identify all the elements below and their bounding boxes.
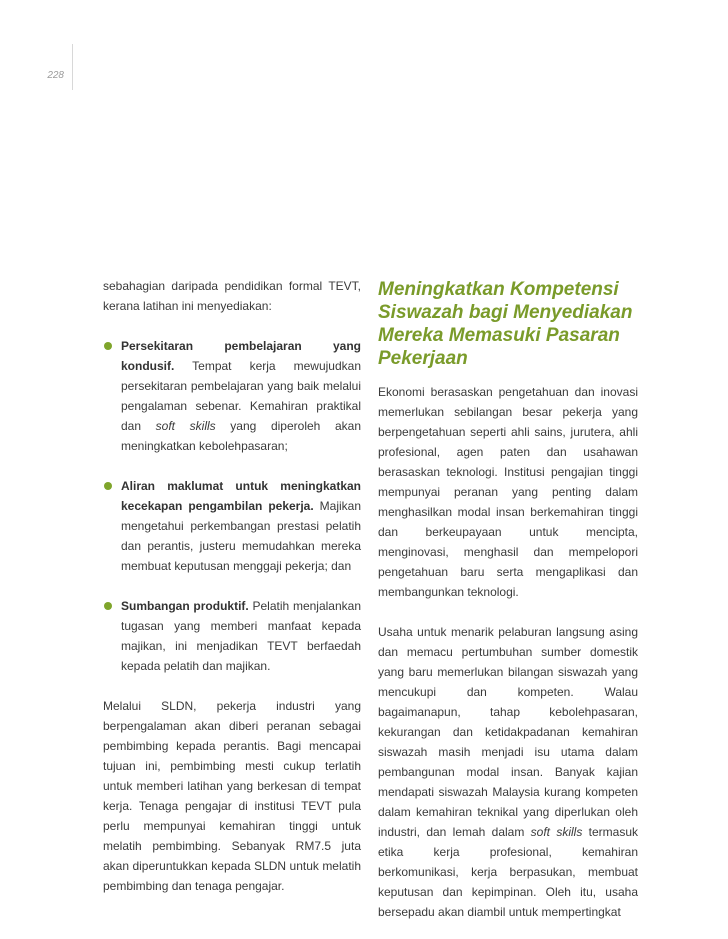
bullet-item-2 <box>103 476 361 576</box>
body-paragraph-2 <box>378 622 638 922</box>
bullet-emphasis: soft skills <box>155 419 216 433</box>
bullet-text: Pelatih menjalankan tugasan yang memberi manfaat kepada majikan, ini menjadikan TEVT berfaedah kepada pelatih dan majikan. <box>121 599 361 673</box>
bullet-text: yang diperoleh akan meningkatkan kebolehpasaran; <box>121 419 361 453</box>
bullet-lead: Persekitaran pembelajaran yang kondusif. <box>121 339 361 373</box>
body-paragraph-1: Ekonomi berasaskan pengetahuan dan inovasi memerlukan sebilangan besar pekerja yang berpengetahuan seperti ahli sains, jurutera, ahli profesional, agen paten dan usahawan berasaskan teknologi. Institusi pengajian tinggi mempunyai peranan yang penting dalam menghasilkan modal insan berkemahiran tinggi dan berkeupayaan untuk mencipta, menginovasi, menghasil dan mempelopori pengetahuan baru serta mengaplikasi dan membangunkan teknologi. <box>378 385 638 599</box>
left-column <box>103 276 361 896</box>
section-heading: Meningkatkan Kompetensi Siswazah bagi Menyediakan Mereka Memasuki Pasaran Pekerjaan <box>378 279 633 369</box>
intro-paragraph: sebahagian daripada pendidikan formal TEVT, kerana latihan ini menyediakan: <box>103 279 361 313</box>
bullet-text: Majikan mengetahui perkembangan prestasi pelatih dan perantis, justeru memudahkan mereka membuat keputusan menggaji pekerja; dan <box>121 499 362 573</box>
bullet-item-3 <box>103 596 361 676</box>
bullet-lead: Aliran maklumat untuk meningkatkan kecekapan pengambilan pekerja. <box>121 479 361 513</box>
bullet-lead: Sumbangan produktif. <box>121 599 249 613</box>
bullet-item-1 <box>103 336 361 456</box>
paragraph-text: termasuk etika kerja profesional, kemahiran berkomunikasi, kerja berpasukan, membuat keputusan dan kepimpinan. Oleh itu, usaha bersepadu akan diambil untuk mempertingkat <box>378 825 638 919</box>
closing-paragraph: Melalui SLDN, pekerja industri yang berpengalaman akan diberi peranan sebagai pembimbing kepada perantis. Bagi mencapai tujuan ini, pembimbing mesti cukup terlatih untuk memberi latihan yang berkesan di tempat kerja. Tenaga pengajar di institusi TEVT pula perlu mempunyai kemahiran tinggi untuk melatih pembimbing. Sebanyak RM7.5 juta akan diperuntukkan kepada SLDN untuk melatih pembimbing dan tenaga pengajar. <box>103 699 361 893</box>
margin-rule <box>72 44 73 90</box>
bullet-text: Tempat kerja mewujudkan persekitaran pembelajaran yang baik melalui pengalaman sebenar. Kemahiran praktikal dan <box>121 359 361 433</box>
paragraph-emphasis: soft skills <box>530 825 583 839</box>
page-number: 228 <box>47 70 64 81</box>
right-column <box>378 278 638 922</box>
paragraph-text: Usaha untuk menarik pelaburan langsung asing dan memacu pertumbuhan sumber domestik yang baru memerlukan bilangan siswazah yang mencukupi dan kompeten. Walau bagaimanapun, tahap kebolehpasaran, kekurangan dan ketidakpadanan kemahiran siswazah masih menjadi isu utama dalam pembangunan modal insan. Banyak kajian mendapati siswazah Malaysia kurang kompeten dalam kemahiran teknikal yang diperlukan oleh industri, dan lemah dalam <box>378 625 638 839</box>
